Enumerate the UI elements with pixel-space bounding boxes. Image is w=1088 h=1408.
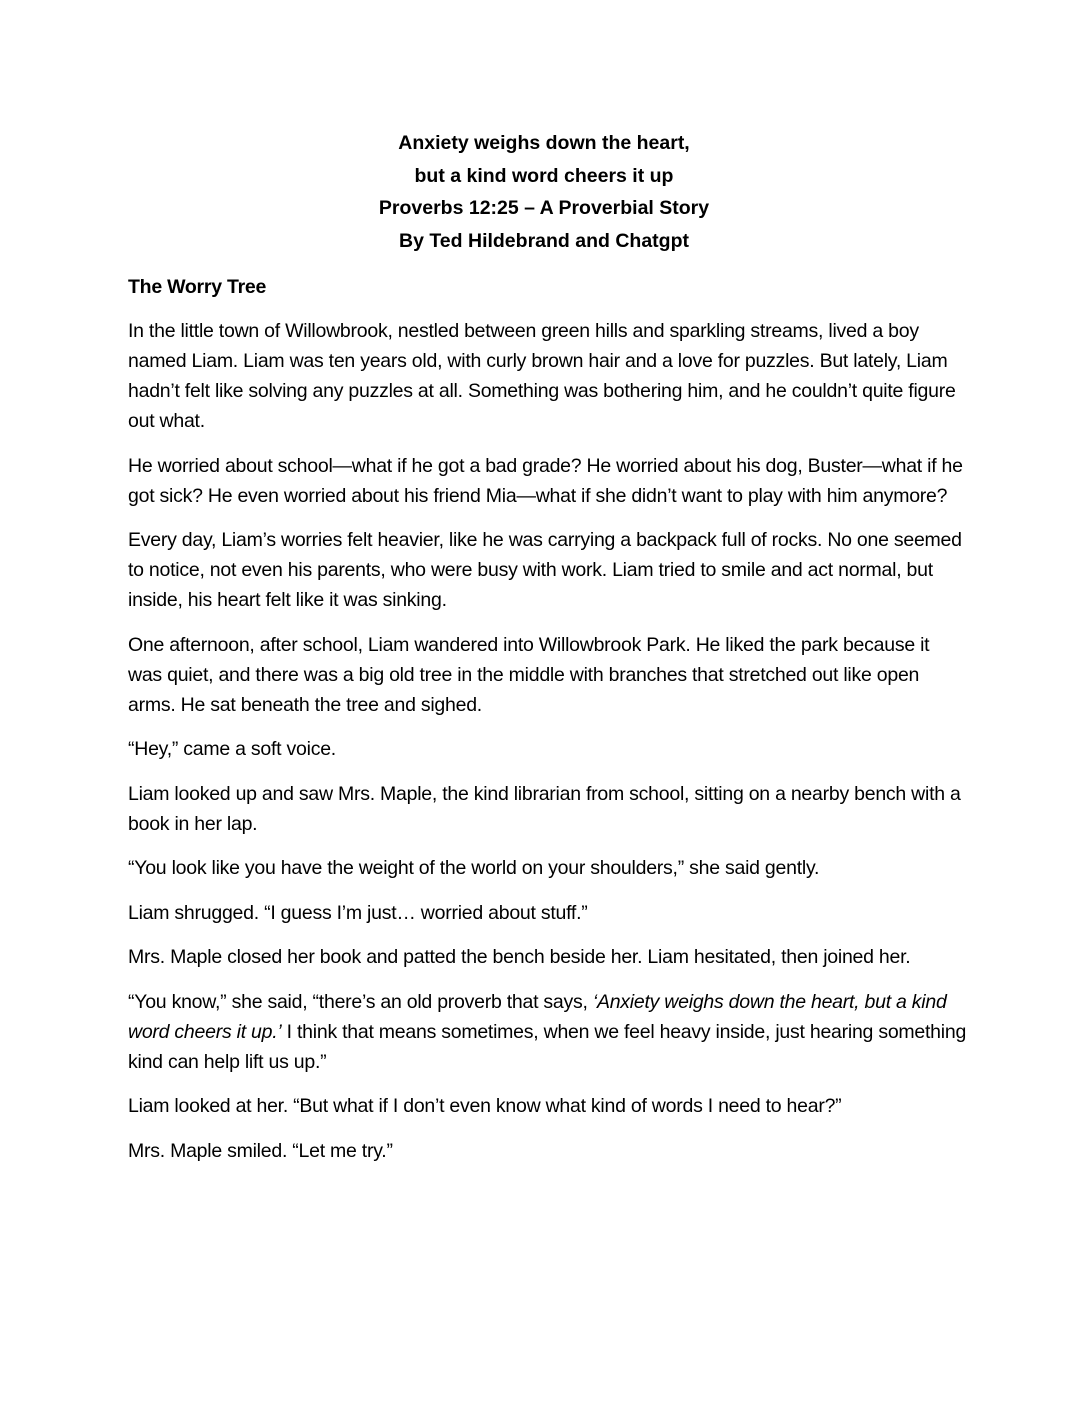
paragraph: In the little town of Willowbrook, nestled between green hills and sparkling streams, lived a boy named Liam. Liam was ten years old, with curly brown hair and a love for puzzles. But lately, Liam hadn’t felt like solving any puzzles at all. Something was bothering him, and he couldn’t quite figure out what.	[128, 320, 956, 432]
paragraph: Mrs. Maple closed her book and patted the bench beside her. Liam hesitated, then joined her.	[128, 946, 911, 968]
proverb-trailing-text: I think that means sometimes, when we feel heavy inside, just hearing something kind can help lift us up.”	[128, 1020, 967, 1073]
paragraph: He worried about school—what if he got a bad grade? He worried about his dog, Buster—what if he got sick? He even worried about his friend Mia—what if she didn’t want to play with him anymore?	[128, 454, 963, 507]
paragraph: One afternoon, after school, Liam wandered into Willowbrook Park. He liked the park because it was quiet, and there was a big old tree in the middle with branches that stretched out like open arms. He sat beneath the tree and sighed.	[128, 633, 930, 716]
proverb-paragraph	[128, 987, 968, 1077]
paragraph: Every day, Liam’s worries felt heavier, like he was carrying a backpack full of rocks. No one seemed to notice, not even his parents, who were busy with work. Liam tried to smile and act normal, but inside, his heart felt like it was sinking.	[128, 529, 962, 611]
story-body	[128, 272, 968, 1180]
proverb-quote: ‘Anxiety weighs down the heart, but a kind word cheers it up.’	[128, 990, 947, 1043]
byline: By Ted Hildebrand and Chatgpt	[399, 230, 689, 253]
subtitle-line: Proverbs 12:25 – A Proverbial Story	[378, 197, 710, 220]
paragraph: “You look like you have the weight of the world on your shoulders,” she said gently.	[128, 857, 820, 879]
paragraph: Liam looked at her. “But what if I don’t even know what kind of words I need to hear?”	[128, 1095, 842, 1117]
paragraph: Liam looked up and saw Mrs. Maple, the kind librarian from school, sitting on a nearby bench with a book in her lap.	[128, 782, 961, 835]
section-heading: The Worry Tree	[128, 276, 267, 298]
title-block	[0, 127, 1088, 258]
paragraph: Liam shrugged. “I guess I’m just… worried about stuff.”	[128, 901, 588, 924]
paragraph: “Hey,” came a soft voice.	[128, 738, 336, 760]
proverb-lead-text: “You know,” she said, “there’s an old proverb that says,	[128, 990, 593, 1013]
title-line: Anxiety weighs down the heart,	[398, 132, 690, 154]
title-line: but a kind word cheers it up	[414, 164, 674, 187]
paragraph: Mrs. Maple smiled. “Let me try.”	[128, 1139, 393, 1162]
